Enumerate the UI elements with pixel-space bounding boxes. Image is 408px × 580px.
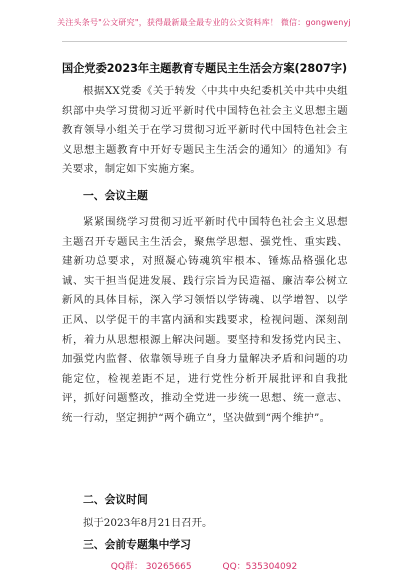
section-heading-study: 三、会前专题集中学习 [83, 538, 191, 551]
section-heading-time: 二、会议时间 [83, 493, 148, 506]
promo-banner: 关注头条号"公文研究"，获得最新最全最专业的公文资料库！ 微信：gongwenyj [57, 18, 351, 27]
contact-footer [0, 559, 408, 572]
qq-group-text: QQ群： 30265665 [110, 562, 192, 572]
document-title: 国企党委2023年主题教育专题民主生活会方案(2807字) [62, 62, 348, 75]
intro-paragraph: 根据XX党委《关于转发〈中共中央纪委机关中共中央组织部中央学习贯彻习近平新时代中国特色社会主义思想主题教育领导小组关于在学习贯彻习近平新时代中国特色社会主义思想主题教育中开好专题民主生活会的通知〉的通知》有关要求，制定如下实施方案。 [62, 85, 348, 176]
header-divider [62, 41, 347, 42]
theme-paragraph: 紧紧围绕学习贯彻习近平新时代中国特色社会主义思想主题召开专题民主生活会，聚焦学思想、强党性、重实践、建新功总要求，对照凝心铸魂筑牢根本、锤炼品格强化忠诚、实干担当促进发展、践行宗旨为民造福、廉洁奉公树立新风的具体目标，深入学习领悟以学铸魂、以学增智、以学正风、以学促干的丰富内涵和实践要求，检视问题、深刻剖析，着力从思想根源上解决问题。要坚持和发扬党内民主、加强党内监督、依靠领导班子自身力量解决矛盾和问题的功能定位，检视差距不足，进行党性分析开展批评和自我批评，抓好问题整改，推动全党进一步统一思想、统一意志、统一行动，坚定拥护“两个确立”，坚决做到“两个维护”。 [62, 216, 348, 424]
section-heading-theme: 一、会议主题 [83, 189, 148, 202]
qq-contact-text: QQ：535304092 [222, 562, 298, 572]
meeting-date-text: 拟于2023年8月21日召开。 [83, 517, 213, 529]
